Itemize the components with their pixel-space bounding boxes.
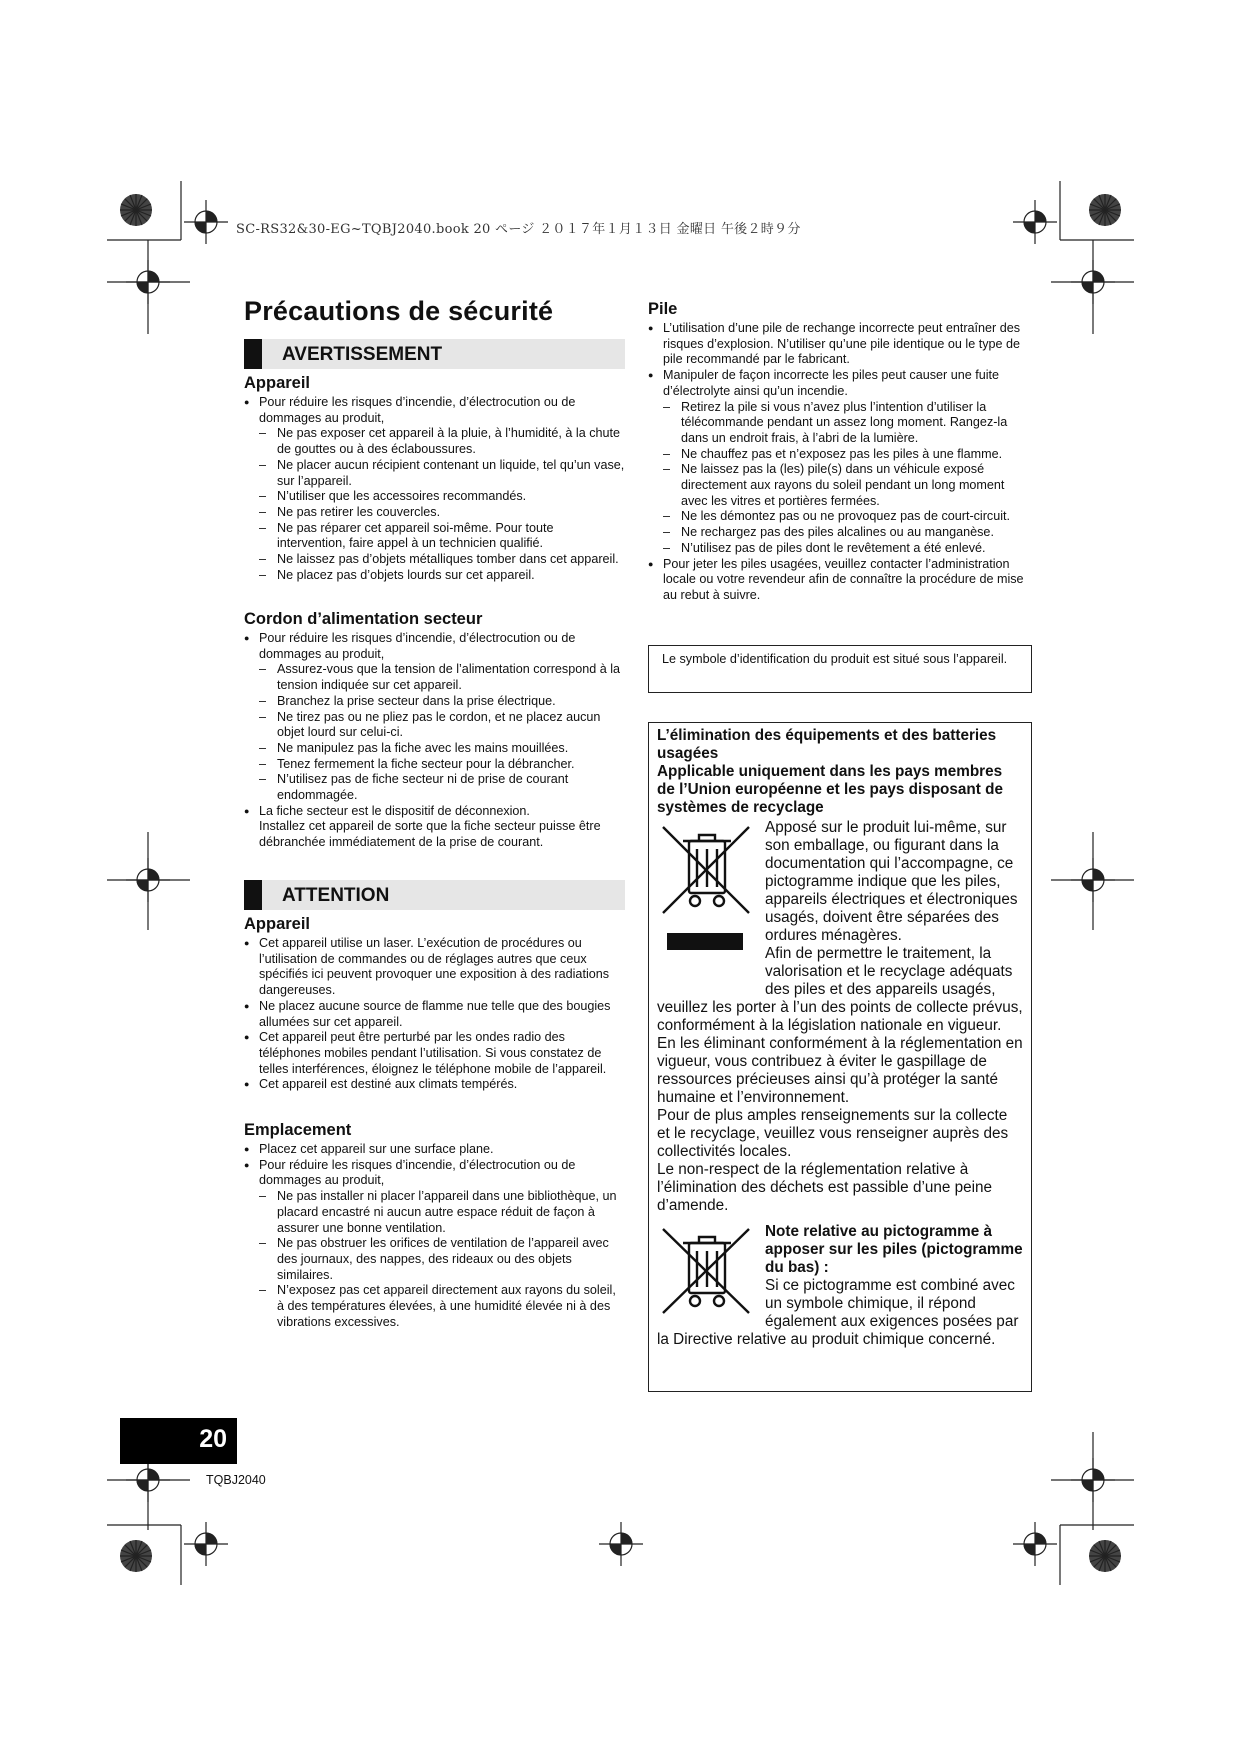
list-item: – Ne pas retirer les couvercles.: [244, 505, 625, 521]
list-item: ● La fiche secteur est le dispositif de déconnexion.: [244, 804, 625, 820]
print-header: SC-RS32&30-EG~TQBJ2040.book 20 ページ ２０１７年１月１３日 金曜日 午後２時９分: [236, 222, 801, 237]
disposal-paragraph: Le non-respect de la réglementation relative à l’élimination des déchets est passible d’une peine d’amende.: [657, 1161, 993, 1214]
list-item: – Ne les démontez pas ou ne provoquez pas de court-circuit.: [648, 509, 1032, 525]
section-cordon: [244, 609, 625, 851]
list-item: ● Pour réduire les risques d’incendie, d’électrocution ou de dommages au produit,: [244, 631, 625, 662]
list-item: ● Cet appareil peut être perturbé par les ondes radio des téléphones mobiles pendant l’utilisation. Si vous constatez de telles interférences, éloignez le téléphone mobile de l’appareil.: [244, 1030, 625, 1077]
list-item: – Retirez la pile si vous n’avez plus l’intention d’utiliser la télécommande pendant un assez long moment. Rangez-la dans un endroit frais, à l’abri de la lumière.: [648, 400, 1032, 447]
list-item: Installez cet appareil de sorte que la fiche secteur puisse être débranchée immédiatement de la prise de courant.: [259, 819, 601, 850]
disposal-title: L’élimination des équipements et des batteries usagées: [657, 727, 997, 762]
crossed-bin-battery-icon: [657, 1223, 761, 1323]
list-item: – Ne laissez pas la (les) pile(s) dans un véhicule exposé directement aux rayons du soleil pendant un long moment avec les vitres et portières fermées.: [648, 462, 1032, 509]
list-item: – Ne rechargez pas des piles alcalines ou au manganèse.: [648, 525, 1032, 541]
section-heading: Cordon d’alimentation secteur: [244, 610, 483, 628]
list-item: – Assurez-vous que la tension de l’alimentation correspond à la tension indiquée sur cet appareil.: [244, 662, 625, 693]
list-item: ● Cet appareil est destiné aux climats tempérés.: [244, 1077, 625, 1093]
list-item: – N’exposez pas cet appareil directement aux rayons du soleil, à des températures élevées, à une humidité élevée ni à des vibrations excessives.: [244, 1283, 625, 1330]
list-item: – Ne pas exposer cet appareil à la pluie, à l’humidité, à la chute de gouttes ou à des éclaboussures.: [244, 426, 625, 457]
page-title: Précautions de sécurité: [244, 296, 554, 326]
list-item: – Ne tirez pas ou ne pliez pas le cordon, et ne placez aucun objet lourd sur celui-ci.: [244, 710, 625, 741]
list-item: ● Pour jeter les piles usagées, veuillez contacter l’administration locale ou votre revendeur afin de connaître la procédure de mise au rebut à suivre.: [648, 557, 1032, 604]
page-number: 20: [120, 1418, 237, 1464]
note-title: Note relative au pictogramme à apposer sur les piles (pictogramme du bas) :: [765, 1223, 1023, 1276]
disposal-paragraph: En les éliminant conformément à la réglementation en vigueur, vous contribuez à éviter le gaspillage de ressources précieuses ainsi qu’à protéger la santé humaine et l’environnement.: [657, 1035, 1023, 1106]
disposal-body: [657, 819, 1023, 1349]
section-pile: [648, 299, 1032, 604]
bin-underline-bar: [667, 933, 743, 950]
list-item: ● Cet appareil utilise un laser. L’exécution de procédures ou l’utilisation de commandes ou de réglages autres que ceux spécifiés ici peuvent provoquer une exposition à des radiations dangereuses.: [244, 936, 625, 999]
section-heading: Appareil: [244, 374, 311, 392]
section-appareil-attention: [244, 914, 625, 1093]
section-heading: Appareil: [244, 915, 311, 933]
list-item: ● Manipuler de façon incorrecte les piles peut causer une fuite d’électrolyte ainsi qu’un incendie.: [648, 368, 1032, 399]
document-code: TQBJ2040: [206, 1473, 266, 1487]
attention-label: ATTENTION: [282, 885, 390, 906]
list-item: – Ne pas obstruer les orifices de ventilation de l’appareil avec des journaux, des nappes, des rideaux ou des objets similaires.: [244, 1236, 625, 1283]
warning-label: AVERTISSEMENT: [282, 344, 443, 365]
list-item: – Branchez la prise secteur dans la prise électrique.: [244, 694, 625, 710]
list-item: – N’utilisez pas de piles dont le revêtement a été enlevé.: [648, 541, 1032, 557]
section-heading: Emplacement: [244, 1121, 352, 1139]
list-item: – Tenez fermement la fiche secteur pour la débrancher.: [244, 757, 625, 773]
crossed-bin-icon: [657, 819, 761, 987]
product-id-note: Le symbole d’identification du produit est situé sous l’appareil.: [648, 645, 1032, 693]
disposal-paragraph: Apposé sur le produit lui-même, sur son emballage, ou figurant dans la documentation qui l’accompagne, ce pictogramme indique que les piles, appareils électriques et électroniques usagés, doivent être séparées des ordures ménagères.: [765, 819, 1018, 944]
attention-bar-marker: [244, 880, 262, 910]
disposal-paragraph: Pour de plus amples renseignements sur la collecte et le recyclage, veuillez vous renseigner auprès des collectivités locales.: [657, 1107, 1009, 1160]
list-item: – Ne pas réparer cet appareil soi-même. Pour toute intervention, faire appel à un technicien qualifié.: [244, 521, 625, 552]
list-item: – Ne pas installer ni placer l’appareil dans une bibliothèque, un placard encastré ni aucun autre espace réduit de façon à assurer une bonne ventilation.: [244, 1189, 625, 1236]
list-item: – Ne placer aucun récipient contenant un liquide, tel qu’un vase, sur l’appareil.: [244, 458, 625, 489]
note-body: Si ce pictogramme est combiné avec un symbole chimique, il répond également aux exigences posées par la Directive relative au produit chimique concerné.: [657, 1277, 1019, 1348]
warning-bar-marker: [244, 339, 262, 369]
list-item: ● Pour réduire les risques d’incendie, d’électrocution ou de dommages au produit,: [244, 395, 625, 426]
list-item: ● L’utilisation d’une pile de rechange incorrecte peut entraîner des risques d’explosion. N’utiliser qu’une pile identique ou le type de pile recommandé par le fabricant.: [648, 321, 1032, 368]
section-heading: Pile: [648, 300, 678, 318]
disposal-box: [648, 722, 1032, 1392]
list-item: – Ne manipulez pas la fiche avec les mains mouillées.: [244, 741, 625, 757]
list-item: – N’utiliser que les accessoires recommandés.: [244, 489, 625, 505]
list-item: – Ne chauffez pas et n’exposez pas les piles à une flamme.: [648, 447, 1032, 463]
list-item: – Ne placez pas d’objets lourds sur cet appareil.: [244, 568, 625, 584]
warning-bar: [244, 339, 625, 369]
attention-bar: [244, 880, 625, 910]
section-emplacement: [244, 1120, 625, 1330]
disposal-paragraph: Afin de permettre le traitement, la valorisation et le recyclage adéquats des piles et des appareils usagés, veuillez les porter à l’un des points de collecte prévus, conformément à la législation nationale en vigueur.: [657, 945, 1023, 1034]
list-item: ● Pour réduire les risques d’incendie, d’électrocution ou de dommages au produit,: [244, 1158, 625, 1189]
list-item: ● Placez cet appareil sur une surface plane.: [244, 1142, 625, 1158]
disposal-subtitle: Applicable uniquement dans les pays membres de l’Union européenne et les pays disposant de systèmes de recyclage: [657, 763, 1003, 816]
list-item: – Ne laissez pas d’objets métalliques tomber dans cet appareil.: [244, 552, 625, 568]
section-appareil: [244, 373, 625, 583]
list-item: – N’utilisez pas de fiche secteur ni de prise de courant endommagée.: [244, 772, 625, 803]
list-item: ● Ne placez aucune source de flamme nue telle que des bougies allumées sur cet appareil.: [244, 999, 625, 1030]
